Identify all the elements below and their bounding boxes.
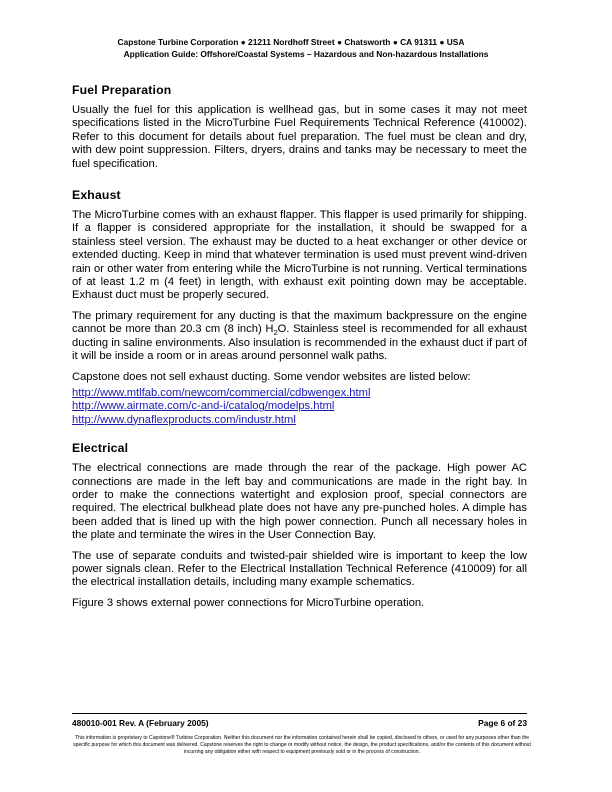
footer-bar [72, 718, 527, 728]
electrical-paragraph-2: The use of separate conduits and twisted-pair shielded wire is important to keep the low power signals clean. Refer to the Electrical Installation Technical Reference (410009) for all the electrical installation details, including many example schematics. [72, 549, 527, 589]
fuel-paragraph-1: Usually the fuel for this application is wellhead gas, but in some cases it may not meet specifications listed in the MicroTurbine Fuel Requirements Technical Reference (410002). Refer to this document for details about fuel preparation. The fuel must be clean and dry, with dew point suppression. Filters, dryers, drains and tanks may be necessary to meet the fuel specification. [72, 104, 527, 170]
exhaust-paragraph-3: Capstone does not sell exhaust ducting. Some vendor websites are listed below: [72, 370, 471, 383]
exhaust-p2-subscript: 2 [273, 328, 278, 338]
header-document-title: Application Guide: Offshore/Coastal Systems – Hazardous and Non-hazardous Installations [123, 49, 489, 59]
electrical-paragraph-3: Figure 3 shows external power connections for MicroTurbine operation. [72, 596, 425, 609]
exhaust-p2-text-before: The primary requirement for any ducting is that the maximum backpressure on the engine cannot be more than 20.3 cm (8 inch) H [72, 309, 527, 336]
electrical-paragraph-1: The electrical connections are made through the rear of the package. High power AC connections are made in the left bay and communications are made in the right bay. In order to make the connections watertight and explosion proof, special connectors are required. The electrical bulkhead plate does not have any pre-punched holes. A dimple has been added that is lined up with the high power connection. Punch all necessary holes in the plate and terminate the wires in the User Connection Bay. [72, 462, 527, 542]
electrical-heading: Electrical [72, 441, 129, 456]
footer-document-number: 480010-001 Rev. A (February 2005) [72, 718, 209, 728]
vendor-link-mtlfab[interactable]: http://www.mtlfab.com/newcom/commercial/cdbwengex.html [72, 386, 371, 399]
footer-page-number: Page 6 of 23 [478, 718, 527, 728]
page-content [72, 80, 527, 610]
header-company-address: Capstone Turbine Corporation ● 21211 Nordhoff Street ● Chatsworth ● CA 91311 ● USA [117, 37, 465, 47]
section-fuel-preparation [72, 82, 527, 171]
footer-legal-notice: This information is proprietary to Capstone® Turbine Corporation. Neither this document nor the information contained herein shall be copied, disclosed to others, or used for any purposes other than the specific purpose for which this document was delivered. Capstone reserves the right to change or modify without notice, the design, the product specifications, and/or the contents of this document without incurring any obligation either with respect to equipment previously sold or in the process of construction. [73, 735, 531, 755]
exhaust-p2-text-after: O. Stainless steel is recommended for all exhaust ducting in saline environments. Also insulation is recommended in the exhaust duct if part of it will be inside a room or in areas around personnel walk paths. [72, 323, 527, 363]
fuel-preparation-heading: Fuel Preparation [72, 83, 172, 97]
vendor-links-list [72, 387, 527, 427]
exhaust-paragraph-1: The MicroTurbine comes with an exhaust flapper. This flapper is used primarily for shipping. If a flapper is considered appropriate for the installation, it should be swapped for a stainless steel version. The exhaust may be ducted to a heat exchanger or other device or extended ducting. Keep in mind that whatever termination is used must prevent wind-driven rain or other water from entering while the MicroTurbine is not running. Vertical terminations of at least 1.2 m (4 feet) in length, with exhaust exit pointing down may be acceptable. Exhaust duct must be properly secured. [72, 209, 527, 302]
section-exhaust [72, 187, 527, 427]
footer-divider [72, 713, 527, 714]
exhaust-paragraph-2 [72, 310, 527, 364]
page-header [60, 36, 552, 60]
section-electrical [72, 440, 527, 610]
exhaust-heading: Exhaust [72, 188, 121, 203]
vendor-link-airmate[interactable]: http://www.airmate.com/c-and-i/catalog/modelps.html [72, 400, 335, 413]
vendor-link-dynaflex[interactable]: http://www.dynaflexproducts.com/industr.html [72, 413, 296, 426]
